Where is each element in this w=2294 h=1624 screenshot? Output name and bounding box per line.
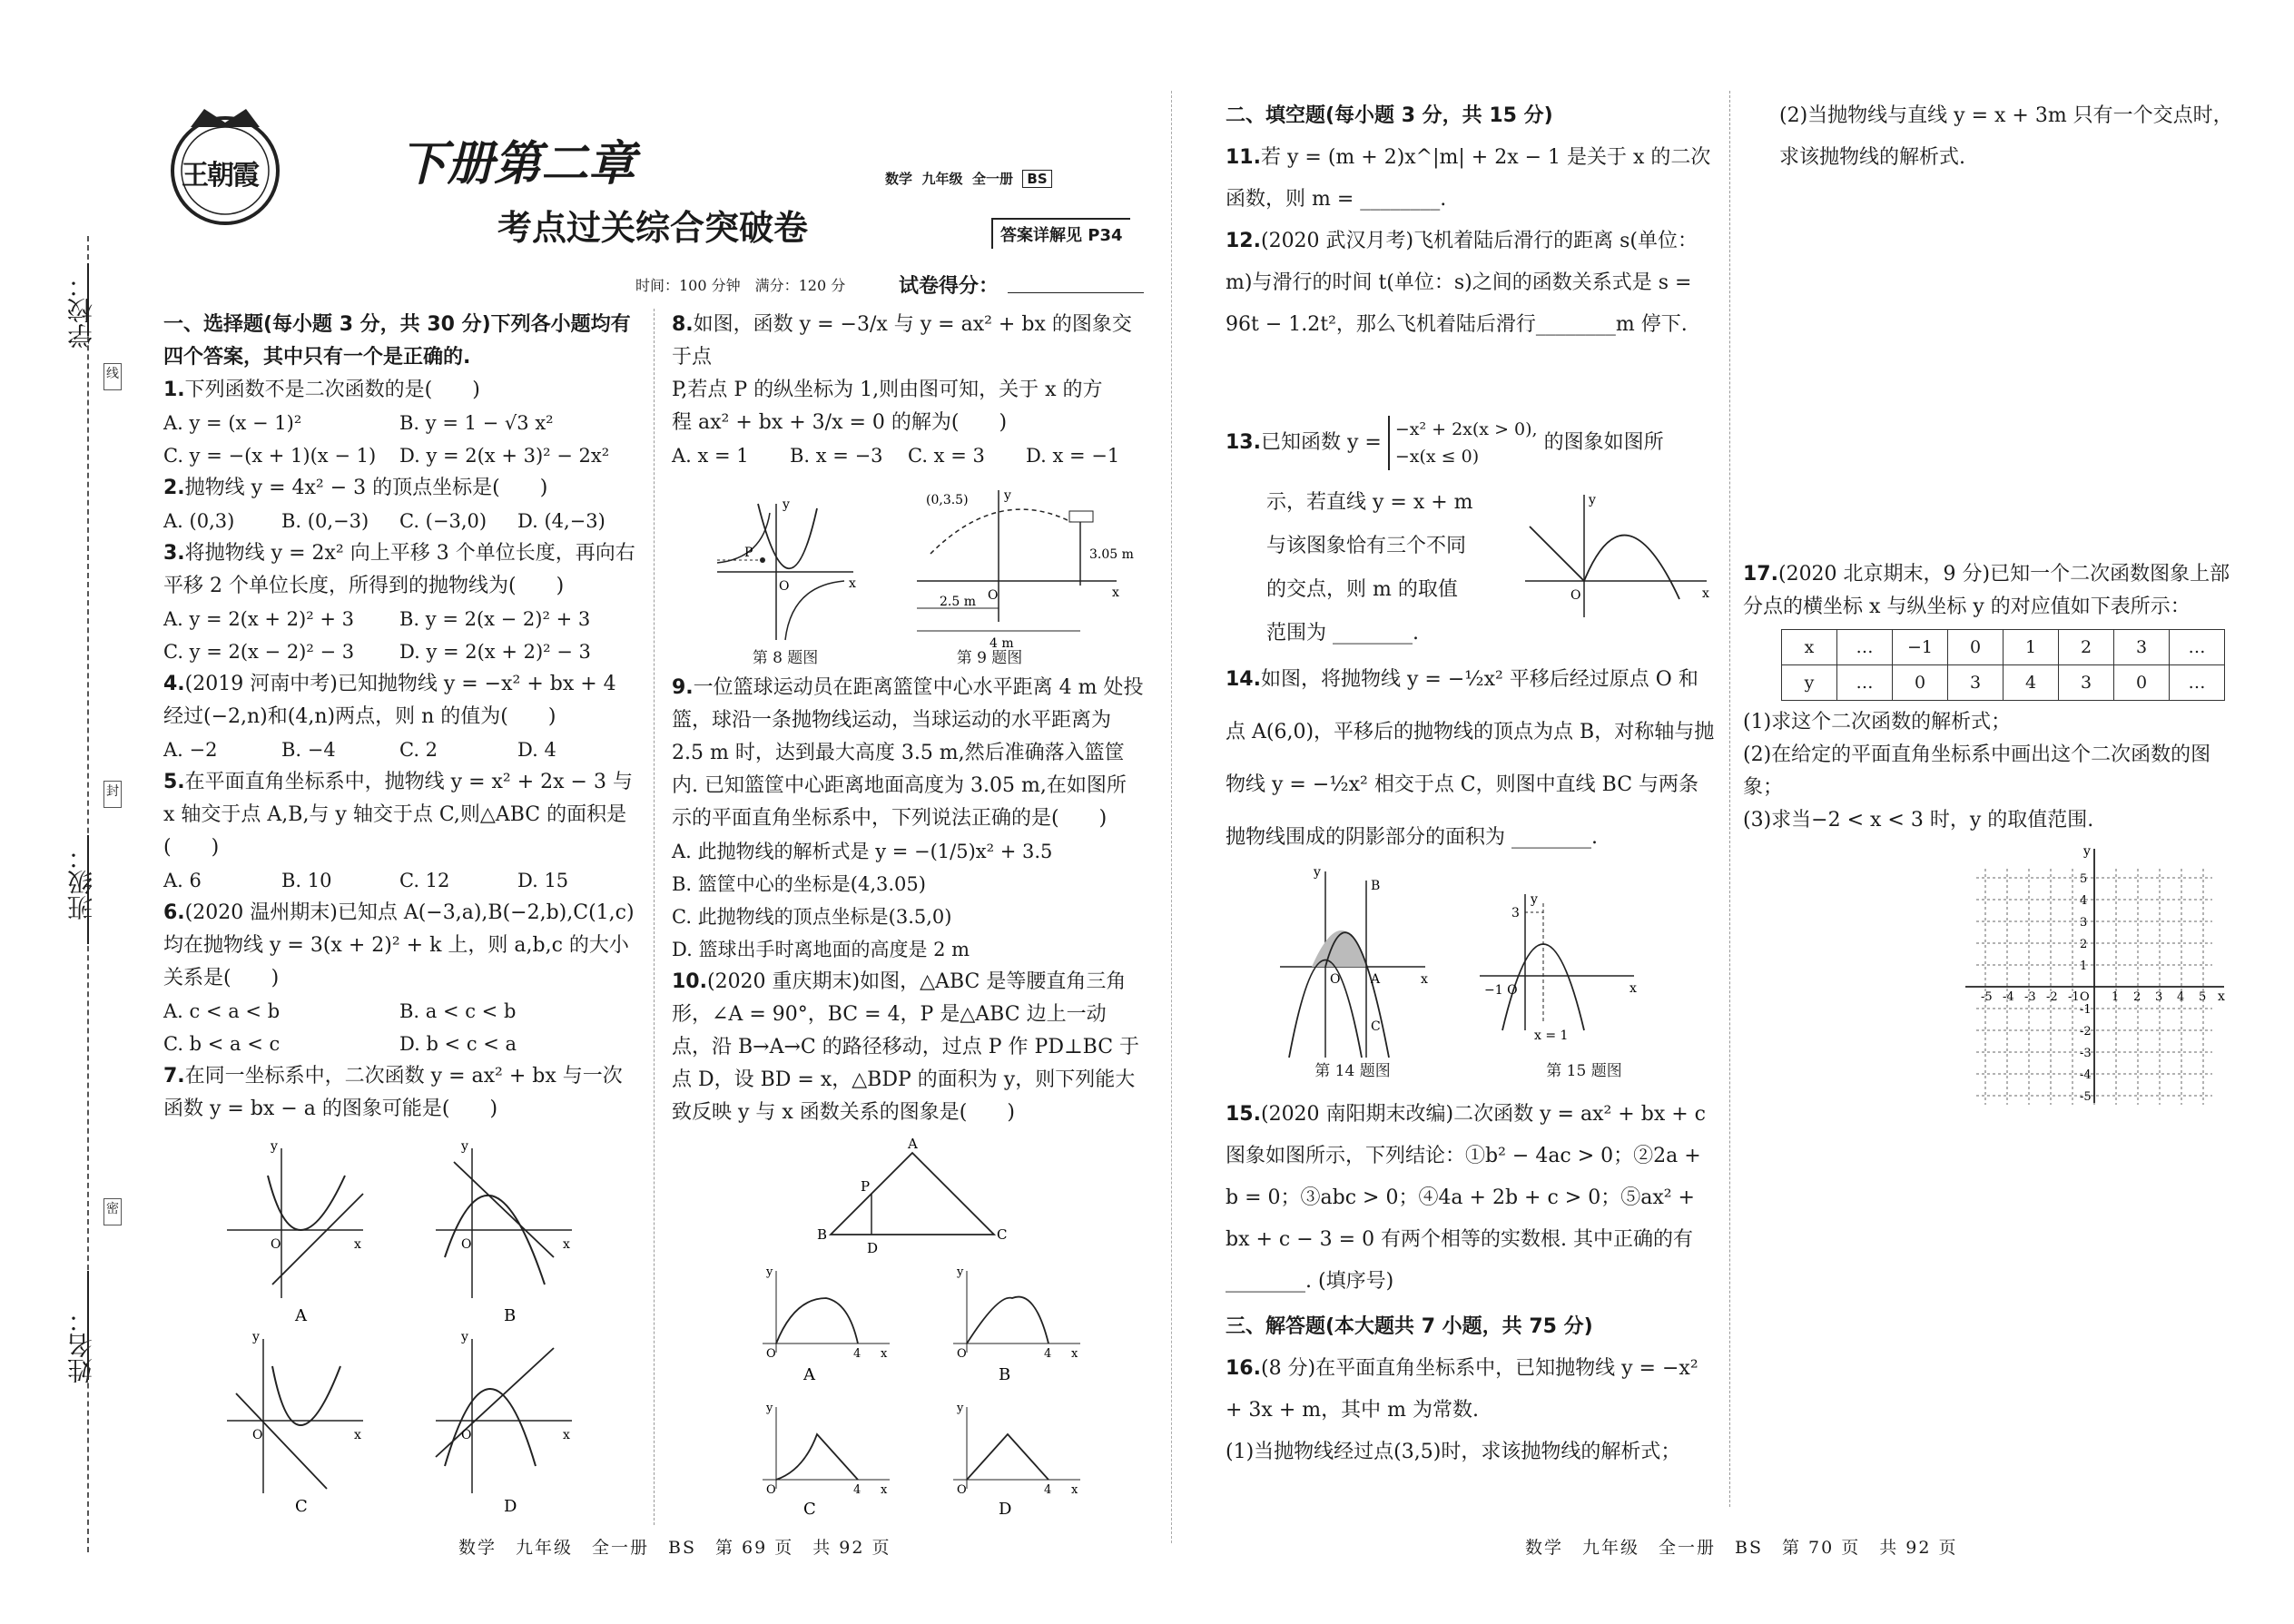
- q17-table: [1781, 629, 2225, 701]
- svg-text:O: O: [461, 1237, 472, 1252]
- svg-text:C: C: [1371, 1019, 1381, 1034]
- q3-options: [163, 603, 635, 668]
- table-row: x … −1 0 1 2 3 …: [1782, 630, 2225, 665]
- svg-text:y: y: [783, 497, 790, 512]
- page-fold: [1171, 91, 1172, 1543]
- q14-q15-figures: [1271, 867, 1652, 1076]
- q14-caption: 第 14 题图: [1314, 1062, 1391, 1080]
- q16-part2: (2)当抛物线与直线 y = x + 3m 只有一个交点时，求该抛物线的解析式.: [1779, 104, 2233, 169]
- option[interactable]: D. x = −1: [1026, 445, 1120, 467]
- q9-label-2-5m: 2.5 m: [940, 595, 976, 609]
- svg-text:x: x: [1112, 586, 1119, 600]
- q10-label-c: C: [803, 1500, 816, 1516]
- q8: 8.如图，函数 y = −3/x 与 y = ax² + bx 的图象交于点: [672, 313, 1132, 369]
- q6: 6.(2020 温州期末)已知点 A(−3,a),B(−2,b),C(1,c)均在抛物线 y = 3(x + 2)² + k 上，则 a,b,c 的大小关系是( ): [163, 901, 635, 989]
- svg-text:O: O: [766, 1483, 776, 1497]
- option[interactable]: A. 6: [163, 870, 202, 891]
- q10-graph-c[interactable]: [763, 1402, 890, 1497]
- q16-part1: (1)当抛物线经过点(3,5)时，求该抛物线的解析式；: [1226, 1441, 1681, 1463]
- q17-grid[interactable]: [1965, 844, 2229, 1107]
- q4-options: [163, 733, 635, 766]
- x-tick-label: -2: [2046, 990, 2058, 1004]
- q17-part3: (3)求当−2 < x < 3 时，y 的取值范围.: [1743, 809, 2094, 832]
- q10-label-b: B: [999, 1365, 1011, 1384]
- option[interactable]: D. b < c < a: [399, 1033, 517, 1055]
- x-tick-label: -3: [2024, 990, 2036, 1004]
- q9-q10-text: [672, 672, 1144, 1129]
- q2-options: [163, 505, 635, 537]
- q9: 9.一位篮球运动员在距离篮筐中心水平距离 4 m 处投篮，球沿一条抛物线运动，当球运动的水平距离为 2.5 m 时，达到最大高度 3.5 m,然后准确落入篮筐内. 已知篮筐中心距离地面高度为 3.05 m,在如图所示的平面直角坐标系中，下列说法正确的是( ): [672, 676, 1144, 830]
- svg-text:P: P: [861, 1178, 871, 1195]
- q9-label-4m: 4 m: [989, 636, 1014, 651]
- q8-caption: 第 8 题图: [752, 649, 819, 667]
- exam-subtitle: 考点过关综合突破卷: [497, 207, 809, 248]
- q9-label-vertex: (0,3.5): [926, 493, 969, 507]
- name-label: 姓名：: [66, 1307, 96, 1383]
- option[interactable]: B. (0,−3): [281, 510, 369, 532]
- mark-line: 线: [103, 363, 122, 390]
- svg-text:y: y: [1531, 892, 1538, 907]
- y-tick-label: 4: [2080, 894, 2088, 908]
- q11: 11.若 y = (m + 2)x^|m| + 2x − 1 是关于 x 的二次函数，则 m = ________.: [1226, 146, 1711, 211]
- option[interactable]: D. 4: [517, 739, 556, 761]
- q10-graph-a[interactable]: [763, 1265, 890, 1361]
- x-tick-label: 1: [2112, 990, 2120, 1004]
- svg-text:O: O: [957, 1483, 967, 1497]
- option[interactable]: C. 2: [399, 739, 438, 761]
- option[interactable]: B. a < c < b: [399, 1000, 517, 1022]
- school-label: 学校：: [66, 272, 96, 349]
- q10-triangle: [817, 1136, 1007, 1256]
- x-tick-label: -1: [2068, 990, 2080, 1004]
- q7-graph-d[interactable]: [436, 1330, 572, 1493]
- q13-text2: 示，若直线 y = x + m 与该图象恰有三个不同的交点，则 m 的取值范围为 ________.: [1266, 491, 1473, 645]
- svg-text:x: x: [563, 1428, 570, 1442]
- answer-reference: 答案详解见 P34: [991, 218, 1130, 249]
- option[interactable]: D. y = 2(x + 3)² − 2x²: [399, 445, 610, 467]
- svg-text:O: O: [988, 588, 999, 603]
- class-field[interactable]: [87, 835, 89, 944]
- option[interactable]: A. −2: [163, 739, 218, 761]
- q14: 14.如图，将抛物线 y = −½x² 平移后经过原点 O 和点 A(6,0)，平移后的抛物线的顶点为点 B，对称轴与抛物线 y = −½x² 相交于点 C，则图中直线 BC 与两条抛物线围成的阴影部分的面积为 ________.: [1226, 668, 1715, 849]
- x-tick-label: -5: [1981, 990, 1993, 1004]
- option[interactable]: D. 篮球出手时离地面的高度是 2 m: [672, 939, 970, 960]
- q7: 7.在同一坐标系中，二次函数 y = ax² + bx 与一次函数 y = bx − a 的图象可能是( ): [163, 1065, 623, 1120]
- score-field[interactable]: [1008, 292, 1144, 293]
- svg-text:B: B: [817, 1226, 828, 1243]
- q8-line3: 程 ax² + bx + 3/x = 0 的解为( ): [672, 411, 1008, 434]
- q11-15-column: [1226, 95, 1716, 346]
- svg-text:x: x: [563, 1237, 570, 1252]
- q1: 1.下列函数不是二次函数的是( ): [163, 379, 480, 401]
- y-tick-label: 2: [2080, 938, 2088, 951]
- option[interactable]: A. y = (x − 1)²: [163, 412, 302, 434]
- option[interactable]: D. 15: [517, 870, 569, 891]
- mark-secret: 密: [103, 1198, 122, 1225]
- section-fill: 二、填空题(每小题 3 分，共 15 分): [1226, 104, 1553, 127]
- q7-label-c: C: [295, 1497, 308, 1516]
- svg-text:A: A: [1371, 972, 1381, 987]
- q16: 16.(8 分)在平面直角坐标系中，已知抛物线 y = −x² + 3x + m，其中 m 为常数.: [1226, 1357, 1698, 1422]
- svg-text:O: O: [766, 1347, 776, 1361]
- option[interactable]: A. y = 2(x + 2)² + 3: [163, 608, 354, 630]
- q15-q16-text: [1226, 1094, 1716, 1473]
- q7-label-b: B: [504, 1306, 517, 1325]
- q10-figures: [726, 1135, 1108, 1516]
- svg-text:x: x: [849, 576, 856, 591]
- svg-text:O: O: [779, 579, 790, 594]
- q13: 13.已知函数 y = −x² + 2x(x > 0), −x(x ≤ 0) 的图象如图所: [1226, 416, 1716, 470]
- svg-text:O: O: [957, 1347, 967, 1361]
- school-field[interactable]: [87, 263, 89, 336]
- q7-label-d: D: [504, 1497, 517, 1516]
- svg-text:−1 O: −1 O: [1484, 983, 1518, 998]
- q15-figure: [1480, 892, 1637, 1043]
- svg-text:y: y: [957, 1402, 964, 1415]
- x-tick-label: -4: [2003, 990, 2014, 1004]
- svg-text:y: y: [957, 1265, 964, 1279]
- q3: 3.将抛物线 y = 2x² 向上平移 3 个单位长度，再向右平移 2 个单位长度，所得到的抛物线为( ): [163, 542, 635, 597]
- q8-10-column: [672, 309, 1144, 472]
- chapter-title: 下册第二章: [399, 137, 636, 192]
- name-field[interactable]: [87, 1271, 89, 1380]
- q10-label-d: D: [999, 1500, 1012, 1516]
- score-label: 试卷得分：: [899, 275, 999, 298]
- option[interactable]: B. x = −3: [790, 445, 883, 467]
- q15-caption: 第 15 题图: [1546, 1062, 1622, 1080]
- q5: 5.在平面直角坐标系中，抛物线 y = x² + 2x − 3 与 x 轴交于点 A,B,与 y 轴交于点 C,则△ABC 的面积是( ): [163, 771, 633, 859]
- origin-label: O: [2080, 990, 2090, 1004]
- q14-figure: [1280, 867, 1428, 1058]
- svg-text:3: 3: [1511, 906, 1520, 920]
- svg-text:x: x: [1702, 586, 1709, 601]
- svg-text:x: x: [2218, 989, 2225, 1004]
- q17: 17.(2020 北京期末，9 分)已知一个二次函数图象上部分点的横坐标 x 与纵坐标 y 的对应值如下表所示： x … −1 0 1 2 3 … y … 0 3 4 3 0 … (1)求这个二次函数的解析式； (2)在给定的平面直角坐标系中画出这个二次函数的图象； (3)求当−2 < x < 3 时，y 的取值范围.: [1743, 558, 2233, 837]
- column-divider: [654, 309, 655, 1525]
- svg-text:x: x: [354, 1237, 361, 1252]
- svg-text:B: B: [1371, 879, 1381, 893]
- option[interactable]: C. x = 3: [908, 445, 985, 467]
- x-tick-label: 2: [2133, 990, 2141, 1004]
- svg-text:x = 1: x = 1: [1534, 1029, 1569, 1043]
- section-choice: 一、选择题(每小题 3 分，共 30 分)下列各小题均有四个答案，其中只有一个是正确的.: [163, 313, 631, 369]
- time-info: 时间：100 分钟 满分：120 分: [635, 277, 846, 294]
- option[interactable]: C. (−3,0): [399, 510, 487, 532]
- option[interactable]: A. 此抛物线的解析式是 y = −(1/5)x² + 3.5: [672, 841, 1053, 862]
- q8-line2: P,若点 P 的纵坐标为 1,则由图可知，关于 x 的方: [672, 379, 1103, 401]
- q7-graphs: [218, 1139, 654, 1521]
- q15: 15.(2020 南阳期末改编)二次函数 y = ax² + bx + c 图象如图所示，下列结论：①b² − 4ac > 0；②2a + b = 0；③abc > 0；④4a + 2b + c > 0；⑤ax² + bx + c − 3 = 0 有两个相等的实数根. 其中正确的有 ________. (填序号): [1226, 1103, 1706, 1293]
- y-tick-label: -1: [2080, 1003, 2092, 1017]
- table-row: y … 0 3 4 3 0 …: [1782, 665, 2225, 701]
- option[interactable]: D. y = 2(x + 2)² − 3: [399, 641, 591, 663]
- svg-text:P: P: [744, 546, 753, 560]
- svg-text:4: 4: [853, 1483, 861, 1497]
- option[interactable]: C. 12: [399, 870, 450, 891]
- svg-text:O: O: [1330, 972, 1341, 987]
- svg-text:y: y: [271, 1139, 278, 1154]
- option[interactable]: C. y = 2(x − 2)² − 3: [163, 641, 355, 663]
- svg-text:y: y: [1589, 493, 1596, 507]
- meta-tags: 数学 九年级 全一册 BS: [885, 169, 1052, 188]
- section-solve: 三、解答题(本大题共 7 小题，共 75 分): [1226, 1315, 1593, 1338]
- svg-text:y: y: [1314, 867, 1321, 880]
- q5-options: [163, 864, 635, 897]
- q6-options: [163, 995, 635, 1060]
- option[interactable]: B. 篮筐中心的坐标是(4,3.05): [672, 873, 926, 895]
- svg-text:C: C: [997, 1226, 1008, 1243]
- svg-text:x: x: [881, 1483, 888, 1497]
- q10-label-a: A: [803, 1365, 815, 1384]
- y-tick-label: -2: [2080, 1025, 2092, 1038]
- svg-text:x: x: [1071, 1483, 1078, 1497]
- q7-graph-a[interactable]: [227, 1139, 363, 1298]
- svg-text:y: y: [461, 1330, 468, 1344]
- x-tick-label: 5: [2199, 990, 2207, 1004]
- option[interactable]: B. y = 1 − √3 x²: [399, 412, 554, 434]
- q17-part2: (2)在给定的平面直角坐标系中画出这个二次函数的图象；: [1743, 743, 2211, 799]
- svg-text:D: D: [867, 1240, 879, 1256]
- q17-part1: (1)求这个二次函数的解析式；: [1743, 711, 2012, 733]
- svg-text:x: x: [1421, 972, 1428, 987]
- svg-text:O: O: [461, 1428, 472, 1442]
- q8-options: [672, 439, 1144, 472]
- svg-text:y: y: [1004, 488, 1011, 503]
- option[interactable]: C. b < a < c: [163, 1033, 281, 1055]
- svg-text:x: x: [1629, 981, 1637, 996]
- brand-name: 王朝霞: [182, 160, 258, 192]
- option[interactable]: B. 10: [281, 870, 332, 891]
- column-divider-right: [1729, 91, 1730, 1507]
- q2: 2.抛物线 y = 4x² − 3 的顶点坐标是( ): [163, 477, 548, 499]
- q7-graph-b[interactable]: [436, 1139, 572, 1298]
- q9-caption: 第 9 题图: [956, 649, 1023, 667]
- svg-text:y: y: [252, 1330, 260, 1344]
- q1-7-column: [163, 309, 635, 1126]
- q9-figure: [917, 488, 1134, 651]
- q10-graph-b[interactable]: [953, 1265, 1080, 1361]
- q4: 4.(2019 河南中考)已知抛物线 y = −x² + bx + 4 经过(−2,n)和(4,n)两点，则 n 的值为( ): [163, 673, 616, 728]
- option[interactable]: B. y = 2(x − 2)² + 3: [399, 608, 591, 630]
- svg-text:A: A: [908, 1136, 918, 1152]
- svg-text:4: 4: [853, 1347, 861, 1361]
- q9-label-height: 3.05 m: [1089, 547, 1134, 562]
- y-tick-label: 5: [2080, 872, 2088, 886]
- option[interactable]: C. y = −(x + 1)(x − 1): [163, 445, 377, 467]
- mark-seal: 封: [103, 781, 122, 808]
- svg-text:x: x: [881, 1347, 888, 1361]
- option[interactable]: A. c < a < b: [163, 1000, 281, 1022]
- svg-text:y: y: [2083, 844, 2091, 859]
- svg-text:4: 4: [1044, 1483, 1052, 1497]
- y-tick-label: 1: [2080, 960, 2088, 973]
- y-tick-label: -4: [2080, 1068, 2092, 1082]
- svg-text:y: y: [766, 1402, 773, 1415]
- footer-right: 数学 九年级 全一册 BS 第 70 页 共 92 页: [1525, 1538, 1958, 1558]
- q13-figure: [1516, 490, 1716, 626]
- q1-options: [163, 407, 635, 472]
- q8-q9-figures: [708, 486, 1144, 667]
- option[interactable]: C. 此抛物线的顶点坐标是(3.5,0): [672, 906, 952, 928]
- option[interactable]: B. −4: [281, 739, 336, 761]
- svg-text:y: y: [766, 1265, 773, 1279]
- q12: 12.(2020 武汉月考)飞机着陆后滑行的距离 s(单位：m)与滑行的时间 t(单位：s)之间的函数关系式是 s = 96t − 1.2t²，那么飞机着陆后滑行________m 停下.: [1226, 230, 1698, 336]
- class-label: 班级：: [66, 844, 96, 920]
- q8-figure: [717, 497, 856, 640]
- q10: 10.(2020 重庆期末)如图，△ABC 是等腰直角三角形，∠A = 90°，BC = 4，P 是△ABC 边上一动点，沿 B→A→C 的路径移动，过点 P 作 PD⊥BC 于点 D，设 BD = x，△BDP 的面积为 y，则下列能大致反映 y 与 x 函数关系的图象是( ): [672, 970, 1140, 1124]
- footer-left: 数学 九年级 全一册 BS 第 69 页 共 92 页: [458, 1538, 891, 1558]
- y-tick-label: -5: [2080, 1090, 2092, 1104]
- option[interactable]: A. (0,3): [163, 510, 235, 532]
- y-tick-label: -3: [2080, 1047, 2092, 1060]
- svg-text:O: O: [252, 1428, 263, 1442]
- svg-text:O: O: [271, 1237, 281, 1252]
- y-tick-label: 3: [2080, 916, 2088, 930]
- option[interactable]: A. x = 1: [672, 445, 749, 467]
- svg-text:y: y: [461, 1139, 468, 1154]
- option[interactable]: D. (4,−3): [517, 510, 605, 532]
- svg-text:O: O: [1570, 588, 1581, 603]
- q7-graph-c[interactable]: [227, 1330, 363, 1493]
- q10-graph-d[interactable]: [953, 1402, 1080, 1497]
- x-tick-label: 4: [2177, 990, 2185, 1004]
- x-tick-label: 3: [2155, 990, 2163, 1004]
- svg-text:x: x: [354, 1428, 361, 1442]
- q7-label-a: A: [295, 1306, 307, 1325]
- svg-text:x: x: [1071, 1347, 1078, 1361]
- svg-text:4: 4: [1044, 1347, 1052, 1361]
